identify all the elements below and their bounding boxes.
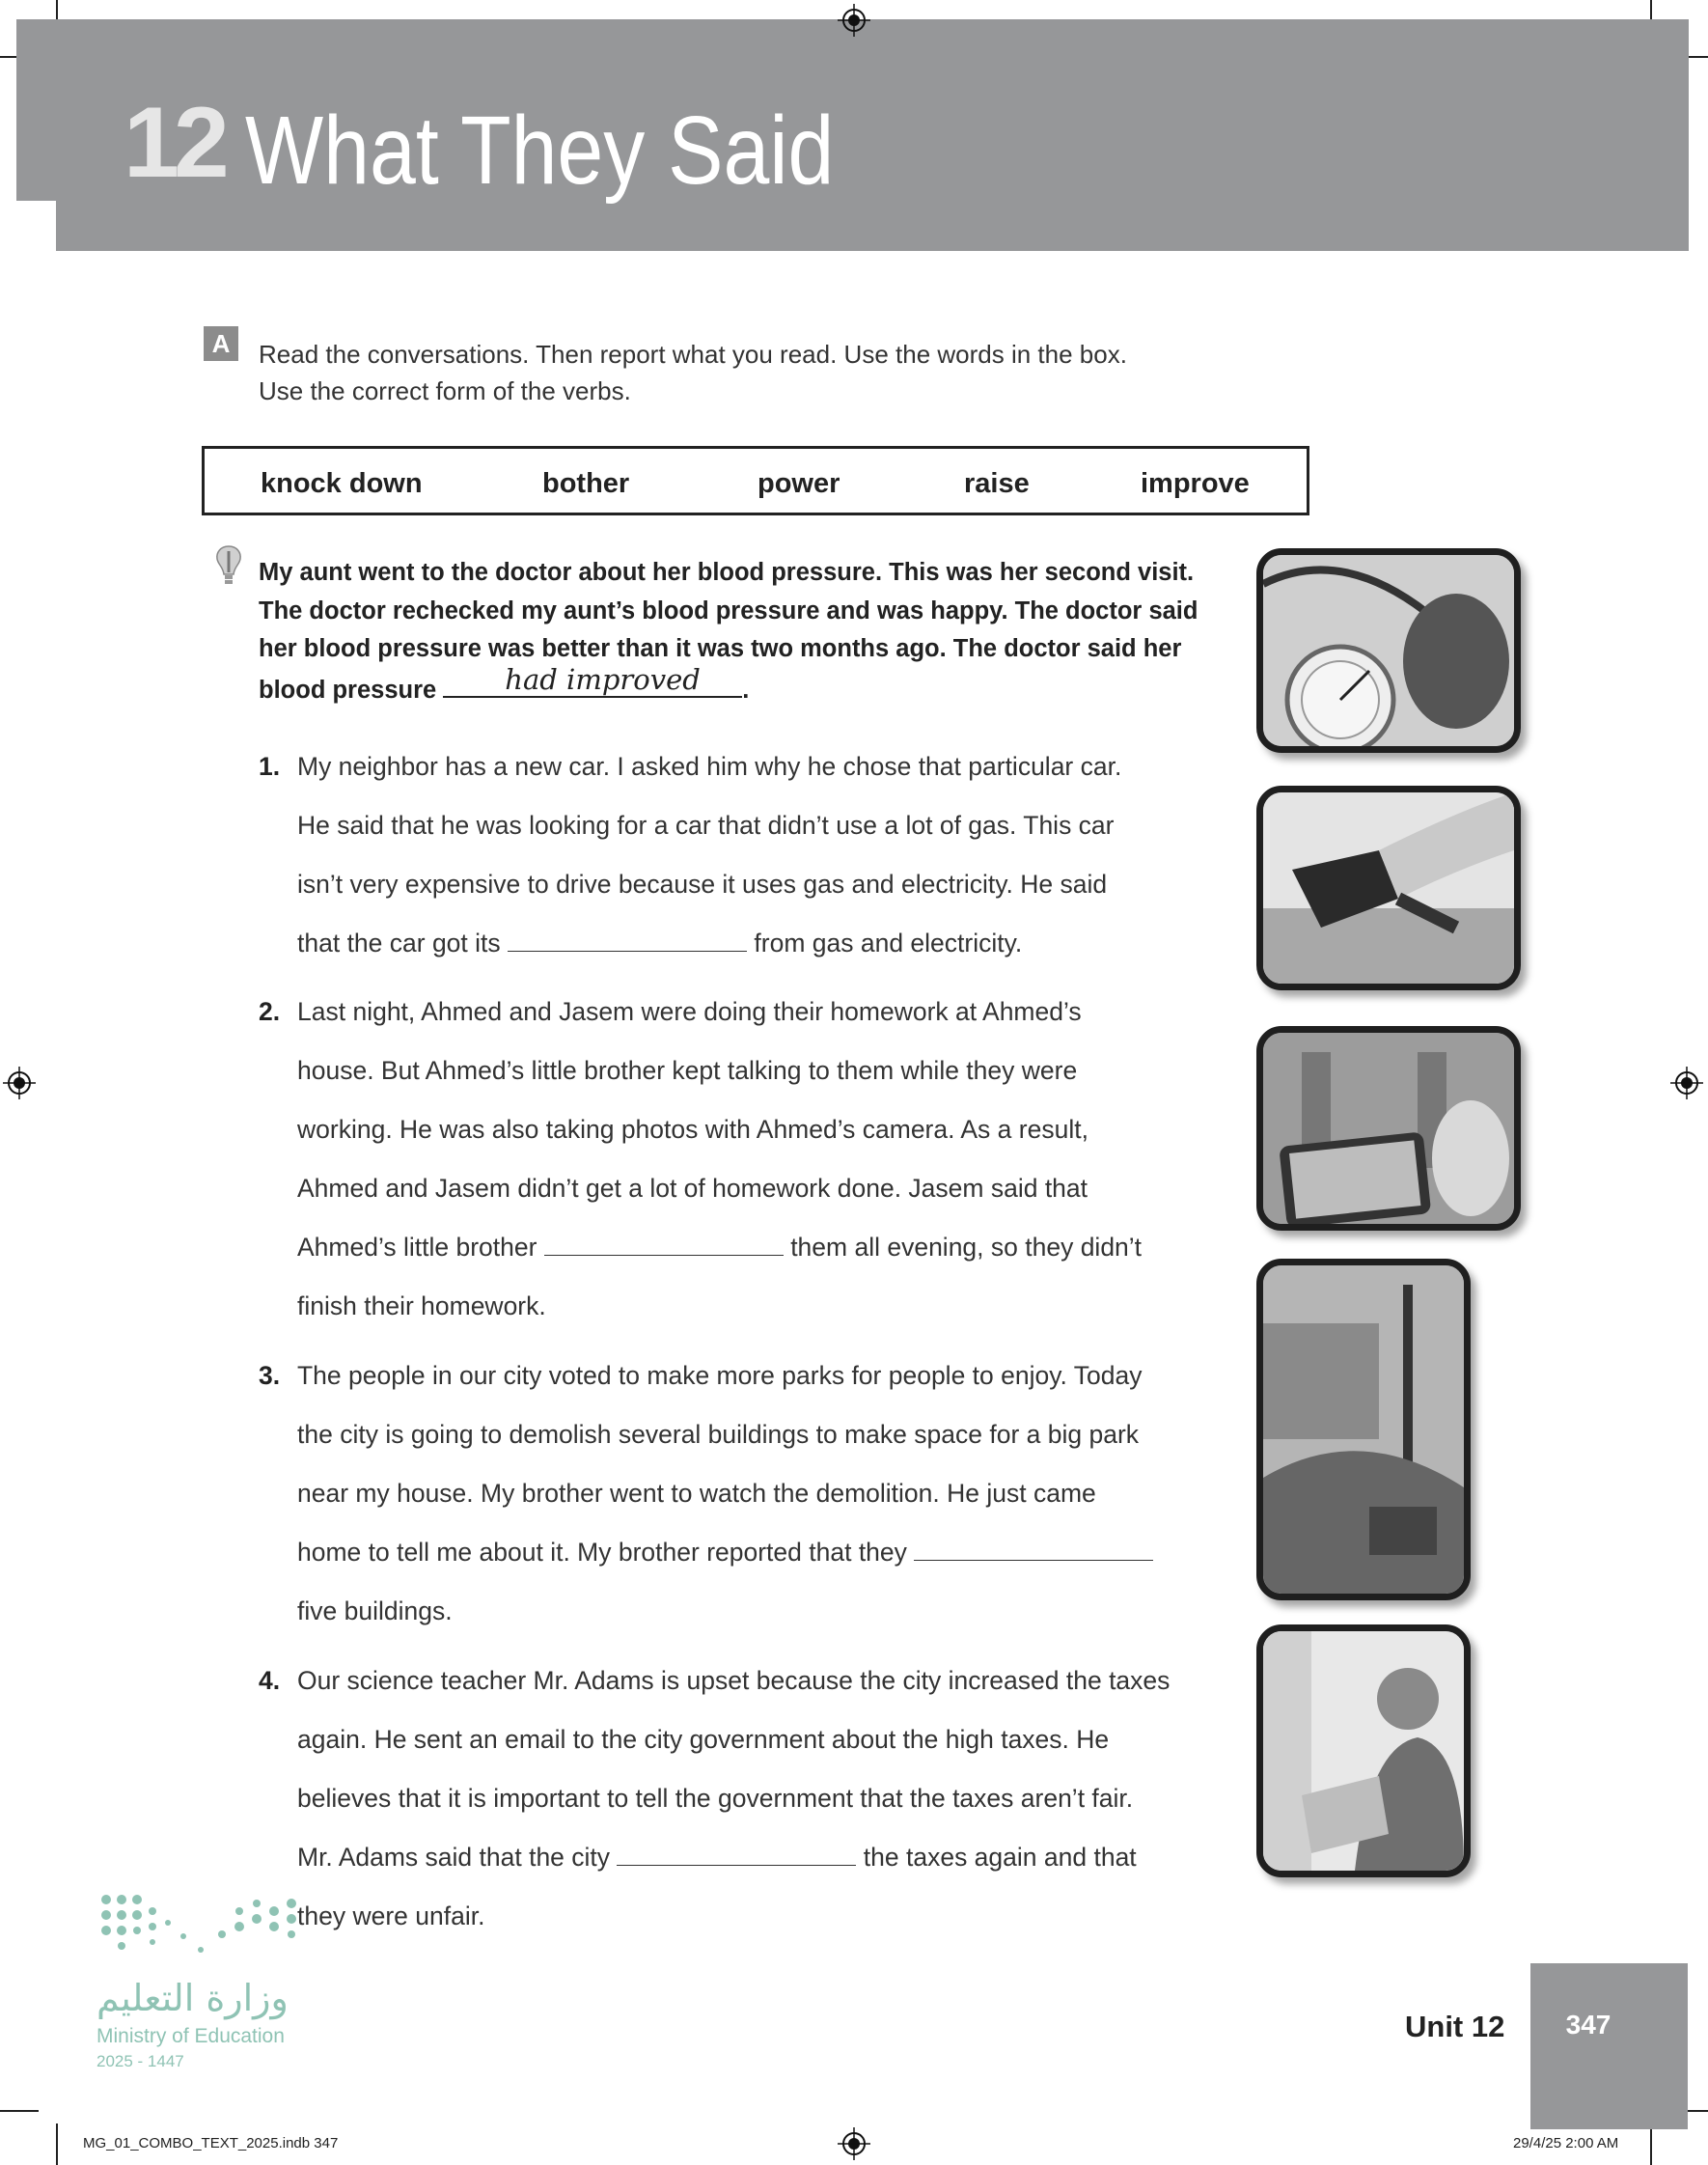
example-prefix: blood pressure — [259, 676, 437, 704]
crop-mark — [0, 2110, 39, 2112]
item-line: they were unfair. — [297, 1901, 485, 1930]
item-text-after-blank: from gas and electricity. — [754, 929, 1023, 958]
crop-mark — [56, 2123, 58, 2165]
item-text-before-blank: home to tell me about it. My brother reported that they — [297, 1538, 907, 1567]
example-paragraph — [259, 554, 1224, 709]
word-box-word: improve — [1141, 468, 1250, 499]
footer-unit-label: Unit 12 — [1405, 2010, 1505, 2043]
ministry-name-arabic: وزارة التعليم — [96, 1977, 289, 2019]
ministry-logo-dots-icon — [96, 1892, 309, 1969]
item-line: five buildings. — [297, 1596, 453, 1625]
item-number: 2. — [259, 997, 281, 1026]
item-line: near my house. My brother went to watch the demolition. He just came — [297, 1479, 1096, 1508]
word-box-word: knock down — [261, 468, 423, 499]
ministry-name-english: Ministry of Education — [96, 2025, 285, 2047]
item-text-before-blank: Ahmed’s little brother — [297, 1233, 537, 1262]
item-line: Ahmed and Jasem didn’t get a lot of homework done. Jasem said that — [297, 1174, 1088, 1203]
registration-mark-icon — [1670, 1067, 1703, 1099]
item-line: house. But Ahmed’s little brother kept talking to them while they were — [297, 1056, 1078, 1085]
word-box-word: bother — [542, 468, 630, 499]
example-answer-line — [443, 662, 742, 698]
item-line: The people in our city voted to make more parks for people to enjoy. Today — [297, 1361, 1143, 1390]
word-box-word: raise — [964, 468, 1030, 499]
item-blank-line — [297, 914, 1185, 973]
item-blank-line — [297, 1218, 1185, 1277]
photo-blood-pressure — [1256, 548, 1521, 753]
item-line: the city is going to demolish several buildings to make space for a big park — [297, 1420, 1140, 1449]
example-line — [259, 662, 1224, 710]
crop-mark — [1650, 2123, 1652, 2165]
page-number: 347 — [1565, 2010, 1612, 2040]
item-line: My neighbor has a new car. I asked him why he chose that particular car. — [297, 752, 1122, 781]
photo-phone-bridge — [1256, 1026, 1521, 1231]
item-number: 3. — [259, 1361, 281, 1390]
example-line: My aunt went to the doctor about her blood pressure. This was her second visit. — [259, 559, 1195, 586]
exercise-item — [259, 737, 1185, 973]
item-text-before-blank: that the car got its — [297, 929, 501, 958]
item-line: He said that he was looking for a car that didn’t use a lot of gas. This car — [297, 811, 1115, 840]
registration-mark-icon — [3, 1067, 36, 1099]
answer-blank[interactable] — [617, 1844, 856, 1866]
photo-man-laptop — [1256, 1624, 1471, 1877]
print-slug-file: MG_01_COMBO_TEXT_2025.indb 347 — [83, 2135, 339, 2151]
example-suffix: . — [742, 676, 750, 704]
instructions — [259, 336, 1224, 409]
example-line: The doctor rechecked my aunt’s blood pressure and was happy. The doctor said — [259, 597, 1198, 625]
answer-blank[interactable] — [544, 1234, 784, 1256]
registration-mark-icon — [838, 4, 870, 37]
exercise-item — [259, 1652, 1185, 1946]
item-blank-line — [297, 1828, 1185, 1887]
item-text-after-blank: them all evening, so they didn’t — [790, 1233, 1143, 1262]
item-line: again. He sent an email to the city government about the high taxes. He — [297, 1725, 1110, 1754]
answer-blank[interactable] — [914, 1539, 1153, 1561]
instructions-line: Read the conversations. Then report what you read. Use the words in the box. — [259, 340, 1127, 369]
page-title: What They Said — [245, 97, 835, 205]
item-line: finish their homework. — [297, 1291, 546, 1320]
item-text-before-blank: Mr. Adams said that the city — [297, 1843, 611, 1872]
example-line: her blood pressure was better than it was two months ago. The doctor said her — [259, 635, 1182, 662]
item-line: Last night, Ahmed and Jasem were doing their homework at Ahmed’s — [297, 997, 1082, 1026]
item-number: 1. — [259, 752, 281, 781]
item-line: Our science teacher Mr. Adams is upset because the city increased the taxes — [297, 1666, 1171, 1695]
photo-fuel-pump — [1256, 786, 1521, 990]
word-box — [202, 446, 1309, 515]
unit-number: 12 — [124, 87, 224, 199]
instructions-line: Use the correct form of the verbs. — [259, 376, 631, 405]
page-number-box — [1530, 1963, 1688, 2129]
item-text-after-blank: the taxes again and that — [863, 1843, 1137, 1872]
item-number: 4. — [259, 1666, 281, 1695]
lightbulb-icon — [214, 543, 243, 592]
item-line: believes that it is important to tell the government that the taxes aren’t fair. — [297, 1784, 1134, 1813]
answer-blank[interactable] — [508, 930, 747, 952]
header-tab — [16, 19, 57, 201]
exercise-item — [259, 983, 1185, 1336]
item-line: isn’t very expensive to drive because it uses gas and electricity. He said — [297, 870, 1108, 899]
exercise-item — [259, 1346, 1185, 1641]
handwritten-answer: had improved — [505, 662, 701, 696]
word-box-word: power — [758, 468, 840, 499]
print-slug-date: 29/4/25 2:00 AM — [1513, 2135, 1619, 2151]
photo-demolition — [1256, 1259, 1471, 1600]
ministry-year: 2025 - 1447 — [96, 2052, 184, 2070]
item-line: working. He was also taking photos with Ahmed’s camera. As a result, — [297, 1115, 1088, 1144]
section-badge: A — [204, 326, 238, 361]
registration-mark-icon — [838, 2127, 870, 2160]
item-blank-line — [297, 1523, 1185, 1582]
